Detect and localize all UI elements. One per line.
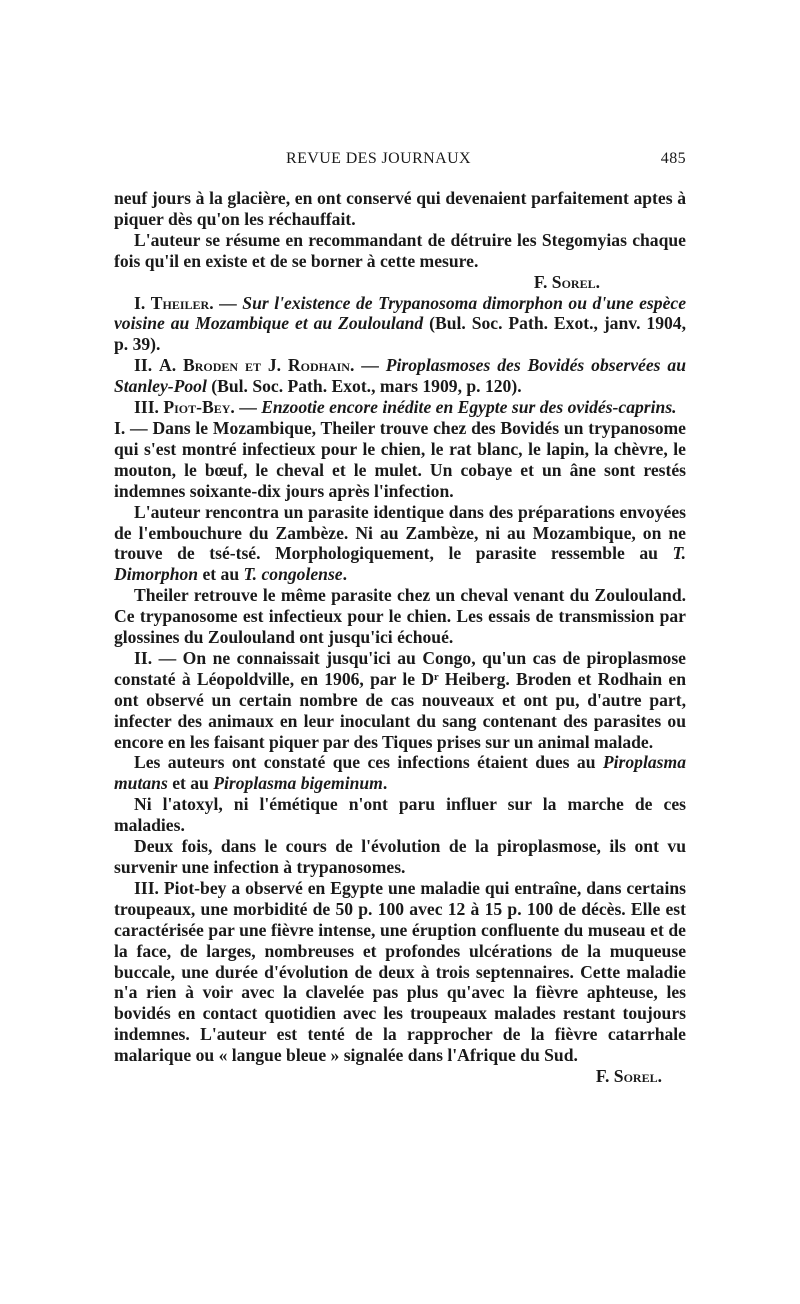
reference-title: Sur l'existence de Trypanosoma dimorphon ou d'une espèce voisine au Mozambique et au Zoulouland xyxy=(114,292,687,334)
reference-entry xyxy=(114,293,686,356)
page-number: 485 xyxy=(660,150,686,167)
signature xyxy=(114,1066,686,1087)
signature xyxy=(114,272,686,293)
reference-separator: . — xyxy=(230,397,262,418)
reference-author: A. Broden et J. Rodhain xyxy=(158,355,350,376)
reference-author: Piot-Bey xyxy=(163,397,231,418)
text-run: . xyxy=(382,773,388,794)
reference-title: Enzootie encore inédite en Egypte sur des ovidés-caprins. xyxy=(261,397,677,418)
signature-text: F. Sorel. xyxy=(595,1066,662,1087)
species-name: Piroplasma bigeminum xyxy=(213,773,383,794)
body-text xyxy=(114,188,686,1087)
text-run: . xyxy=(342,564,348,585)
paragraph-section-three: III. Piot-bey a observé en Egypte une maladie qui entraîne, dans certains troupeaux, une morbidité de 50 p. 100 avec 12 à 15 p. 100 de décès. Elle est caractérisée par une fièvre intense, une éruption confluente du museau et de la face, de larges, nombreuses et profondes ulcérations de la muqueuse buccale, une durée d'évolution de deux à trois septennaires. Cette maladie n'a rien à voir avec la clavelée pas plus qu'avec la fièvre aphteuse, les bovidés en contact quotidien avec les troupeaux malades restant toujours indemnes. L'auteur est tenté de la rapprocher de la fièvre catarrhale malarique ou « langue bleue » signalée dans l'Afrique du Sud. xyxy=(114,877,686,1066)
reference-title: Piroplasmoses des Bovidés observées au Stanley-Pool xyxy=(114,355,686,397)
signature-text: F. Sorel. xyxy=(533,271,600,292)
reference-author: Theiler xyxy=(150,292,210,313)
text-run: et au xyxy=(167,773,214,794)
paragraph xyxy=(114,502,686,586)
reference-separator: . — xyxy=(209,292,243,313)
reference-numeral: III. xyxy=(134,397,159,418)
text-run: L'auteur rencontra un parasite identique dans des préparations envoyées de l'embouchure du Zambèze. Ni au Zambèze, ni au Mozambique, on ne trouve de tsé-tsé. Morphologiquement, le parasite ressemble au xyxy=(114,501,686,564)
text-run: Les auteurs ont constaté que ces infections étaient dues au xyxy=(134,752,603,773)
species-name: T. Dimorphon xyxy=(114,543,686,585)
reference-numeral: I. xyxy=(134,292,146,313)
reference-source: (Bul. Soc. Path. Exot., janv. 1904, p. 39). xyxy=(114,313,686,355)
reference-separator: . — xyxy=(349,355,386,376)
paragraph-section-one: I. — Dans le Mozambique, Theiler trouve chez des Bovidés un trypanosome qui s'est montré infectieux pour le chien, le rat blanc, le lapin, la chèvre, le mouton, le bœuf, le cheval et le mulet. Un cobaye et un âne sont restés indemnes soixante-dix jours après l'infection. xyxy=(114,417,686,501)
paragraph-section-two: II. — On ne connaissait jusqu'ici au Congo, qu'un cas de piroplasmose constaté à Léopoldville, en 1906, par le Dʳ Heiberg. Broden et Rodhain en ont observé un certain nombre de cas nouveaux et ont pu, d'autre part, infecter des animaux en leur inoculant du sang contenant des parasites ou encore en les faisant piquer par des Tiques prises sur un animal malade. xyxy=(114,647,686,752)
paragraph: Ni l'atoxyl, ni l'émétique n'ont paru influer sur la marche de ces maladies. xyxy=(114,794,686,836)
paragraph: Deux fois, dans le cours de l'évolution de la piroplasmose, ils ont vu survenir une infection à trypanosomes. xyxy=(114,836,686,877)
species-name: Piroplasma mutans xyxy=(114,752,686,794)
running-head: REVUE DES JOURNAUX xyxy=(286,150,471,167)
text-run: et au xyxy=(198,564,244,585)
species-name: T. congolense xyxy=(243,564,343,585)
paragraph-summary: L'auteur se résume en recommandant de détruire les Stegomyias chaque fois qu'il en existe et de se borner à cette mesure. xyxy=(114,229,686,271)
page-header xyxy=(114,150,686,174)
paragraph: Theiler retrouve le même parasite chez un cheval venant du Zoulouland. Ce trypanosome est infectieux pour le chien. Les essais de transmission par glossines du Zoulouland ont jusqu'ici échoué. xyxy=(114,585,686,648)
paragraph xyxy=(114,752,686,794)
reference-entry xyxy=(114,355,686,397)
reference-source: (Bul. Soc. Path. Exot., mars 1909, p. 120). xyxy=(206,376,522,397)
reference-numeral: II. xyxy=(134,355,153,376)
reference-entry xyxy=(114,397,686,418)
paragraph-continued: neuf jours à la glacière, en ont conservé qui devenaient parfaitement aptes à piquer dès qu'on les réchauffait. xyxy=(114,188,686,229)
